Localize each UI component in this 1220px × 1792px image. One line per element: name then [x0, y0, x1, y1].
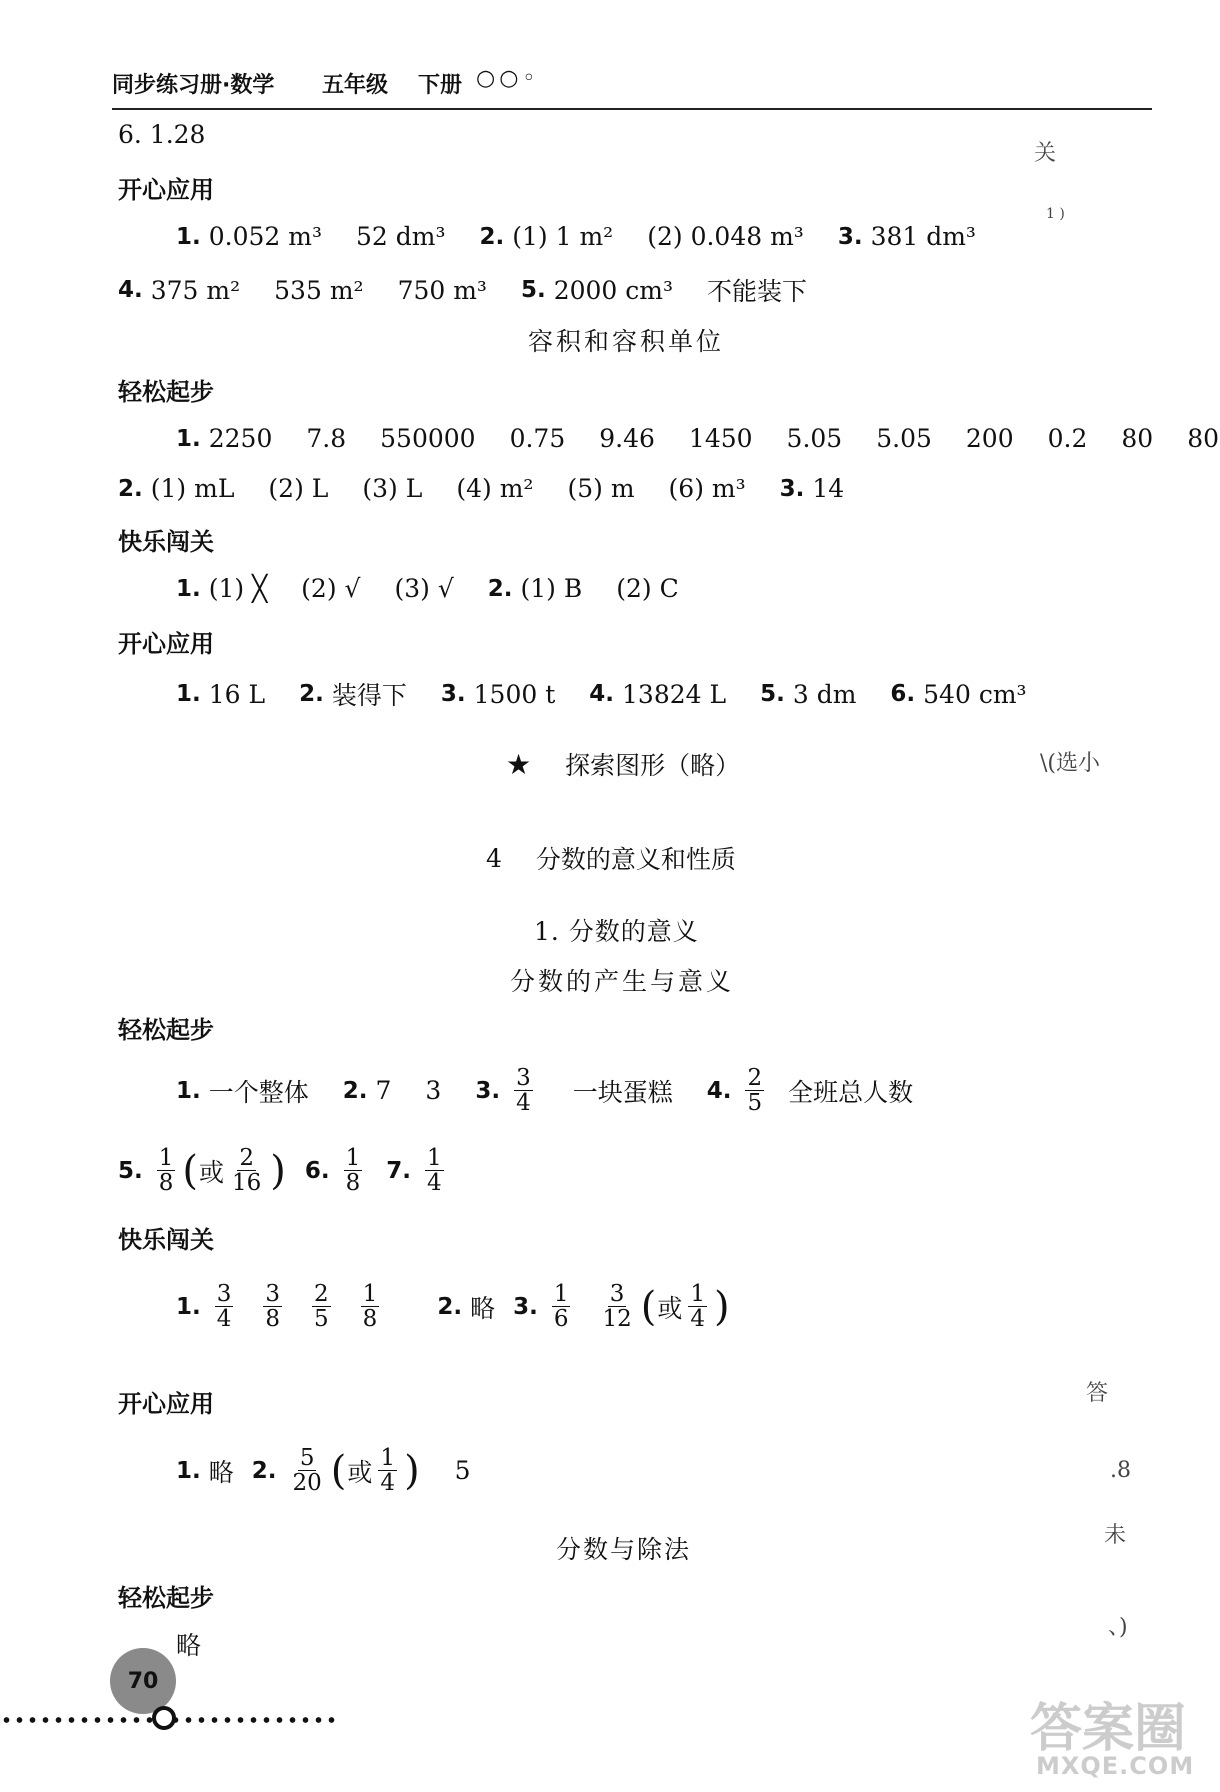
- fraction: $\frac{1}{8}$: [158, 1145, 174, 1197]
- chapter-sub1: 1. 分数的意义: [534, 917, 699, 946]
- answer-line: 1. $\frac{3}{4}$ $\frac{3}{8}$ $\frac{2}{5}$ $\frac{1}{8}$ 2. 略 3. $\frac{1}{6}$ $\frac{3}{12}$ ( 或 $\frac{1}{4}$ ): [176, 1281, 730, 1333]
- section-heading-app-1: 开心应用: [118, 176, 214, 204]
- fraction: $\frac{1}{4}$: [380, 1445, 396, 1497]
- page-number-badge: 70: [110, 1648, 176, 1714]
- margin-fragment: 1 ): [1046, 206, 1065, 222]
- answer-line: 2. (1) mL (2) L (3) L (4) m² (5) m (6) m³ 3. 14: [118, 474, 845, 503]
- section-heading-app: 开心应用: [118, 630, 214, 658]
- fraction: $\frac{2}{5}$: [314, 1281, 329, 1333]
- subsection-title: 分数与除法: [556, 1535, 692, 1564]
- answer-line: 1. 16 L 2. 装得下 3. 1500 t 4. 13824 L 5. 3 dm 6. 540 cm³: [176, 679, 1027, 710]
- margin-fragment: 关: [1034, 141, 1057, 166]
- explore-line: ★ 探索图形（略）: [506, 747, 741, 781]
- header-volume: 下册: [418, 73, 463, 98]
- section-heading-app: 开心应用: [118, 1390, 214, 1418]
- header-marks: ○○◦: [476, 66, 540, 91]
- answer-line: 4. 375 m² 535 m² 750 m³ 5. 2000 cm³ 不能装下: [118, 275, 808, 306]
- fraction: $\frac{1}{8}$: [362, 1281, 378, 1333]
- header-title: 同步练习册·数学: [112, 73, 275, 98]
- fraction: $\frac{2}{16}$: [232, 1145, 262, 1197]
- answer-line: 1. 0.052 m³ 52 dm³ 2. (1) 1 m² (2) 0.048 m³ 3. 381 dm³: [176, 222, 976, 251]
- fraction: $\frac{1}{4}$: [427, 1145, 442, 1197]
- fraction: $\frac{2}{5}$: [747, 1065, 763, 1117]
- fraction: $\frac{1}{8}$: [345, 1145, 361, 1197]
- answer-line: 1. 2250 7.8 550000 0.75 9.46 1450 5.05 5.05 200 0.2 80 80: [176, 424, 1219, 453]
- fraction: $\frac{3}{8}$: [265, 1281, 281, 1333]
- answer-item-6: 6. 1.28: [118, 120, 206, 149]
- answer-line: 5. $\frac{1}{8}$ ( 或 $\frac{2}{16}$ ) 6. $\frac{1}{8}$ 7. $\frac{1}{4}$: [118, 1145, 442, 1197]
- chapter-sub2: 分数的产生与意义: [510, 967, 735, 996]
- subsection-title: 容积和容积单位: [528, 327, 725, 356]
- margin-fragment: .8: [1110, 1458, 1131, 1483]
- section-heading-start: 轻松起步: [118, 378, 214, 406]
- section-heading-start: 轻松起步: [118, 1016, 214, 1044]
- margin-fragment: 未: [1104, 1523, 1127, 1548]
- margin-fragment: \(选小: [1040, 751, 1100, 776]
- section-heading-pass: 快乐闯关: [118, 1226, 214, 1254]
- fraction: $\frac{1}{4}$: [690, 1281, 706, 1333]
- header-grade: 五年级: [322, 73, 389, 98]
- header-rule: [112, 108, 1152, 110]
- fraction: $\frac{3}{12}$: [602, 1281, 632, 1333]
- answer-line: 1. 略 2. $\frac{5}{20}$ ( 或 $\frac{1}{4}$ ) 5: [176, 1445, 471, 1497]
- answer-line: 略: [176, 1631, 202, 1660]
- fraction: $\frac{1}{6}$: [553, 1281, 569, 1333]
- section-heading-pass: 快乐闯关: [118, 528, 214, 556]
- watermark-url: MXQE.COM: [1036, 1752, 1195, 1780]
- fraction: $\frac{5}{20}$: [292, 1445, 322, 1497]
- margin-fragment: 、): [1108, 1615, 1128, 1640]
- star-icon: ★: [506, 747, 532, 781]
- answer-line: 1. (1) ╳ (2) √ (3) √ 2. (1) B (2) C: [176, 574, 679, 603]
- fraction: $\frac{3}{4}$: [216, 1281, 232, 1333]
- page-ring-icon: [152, 1706, 176, 1730]
- section-heading-start: 轻松起步: [118, 1584, 214, 1612]
- margin-fragment: 答: [1086, 1381, 1109, 1406]
- fraction: $\frac{3}{4}$: [516, 1065, 531, 1117]
- answer-line: 1. 一个整体 2. 7 3 3. $\frac{3}{4}$ 一块蛋糕 4. $\frac{2}{5}$ 全班总人数: [176, 1065, 914, 1117]
- chapter-heading: 4 分数的意义和性质: [486, 843, 736, 874]
- watermark-logo: 答案圈: [1030, 1699, 1187, 1759]
